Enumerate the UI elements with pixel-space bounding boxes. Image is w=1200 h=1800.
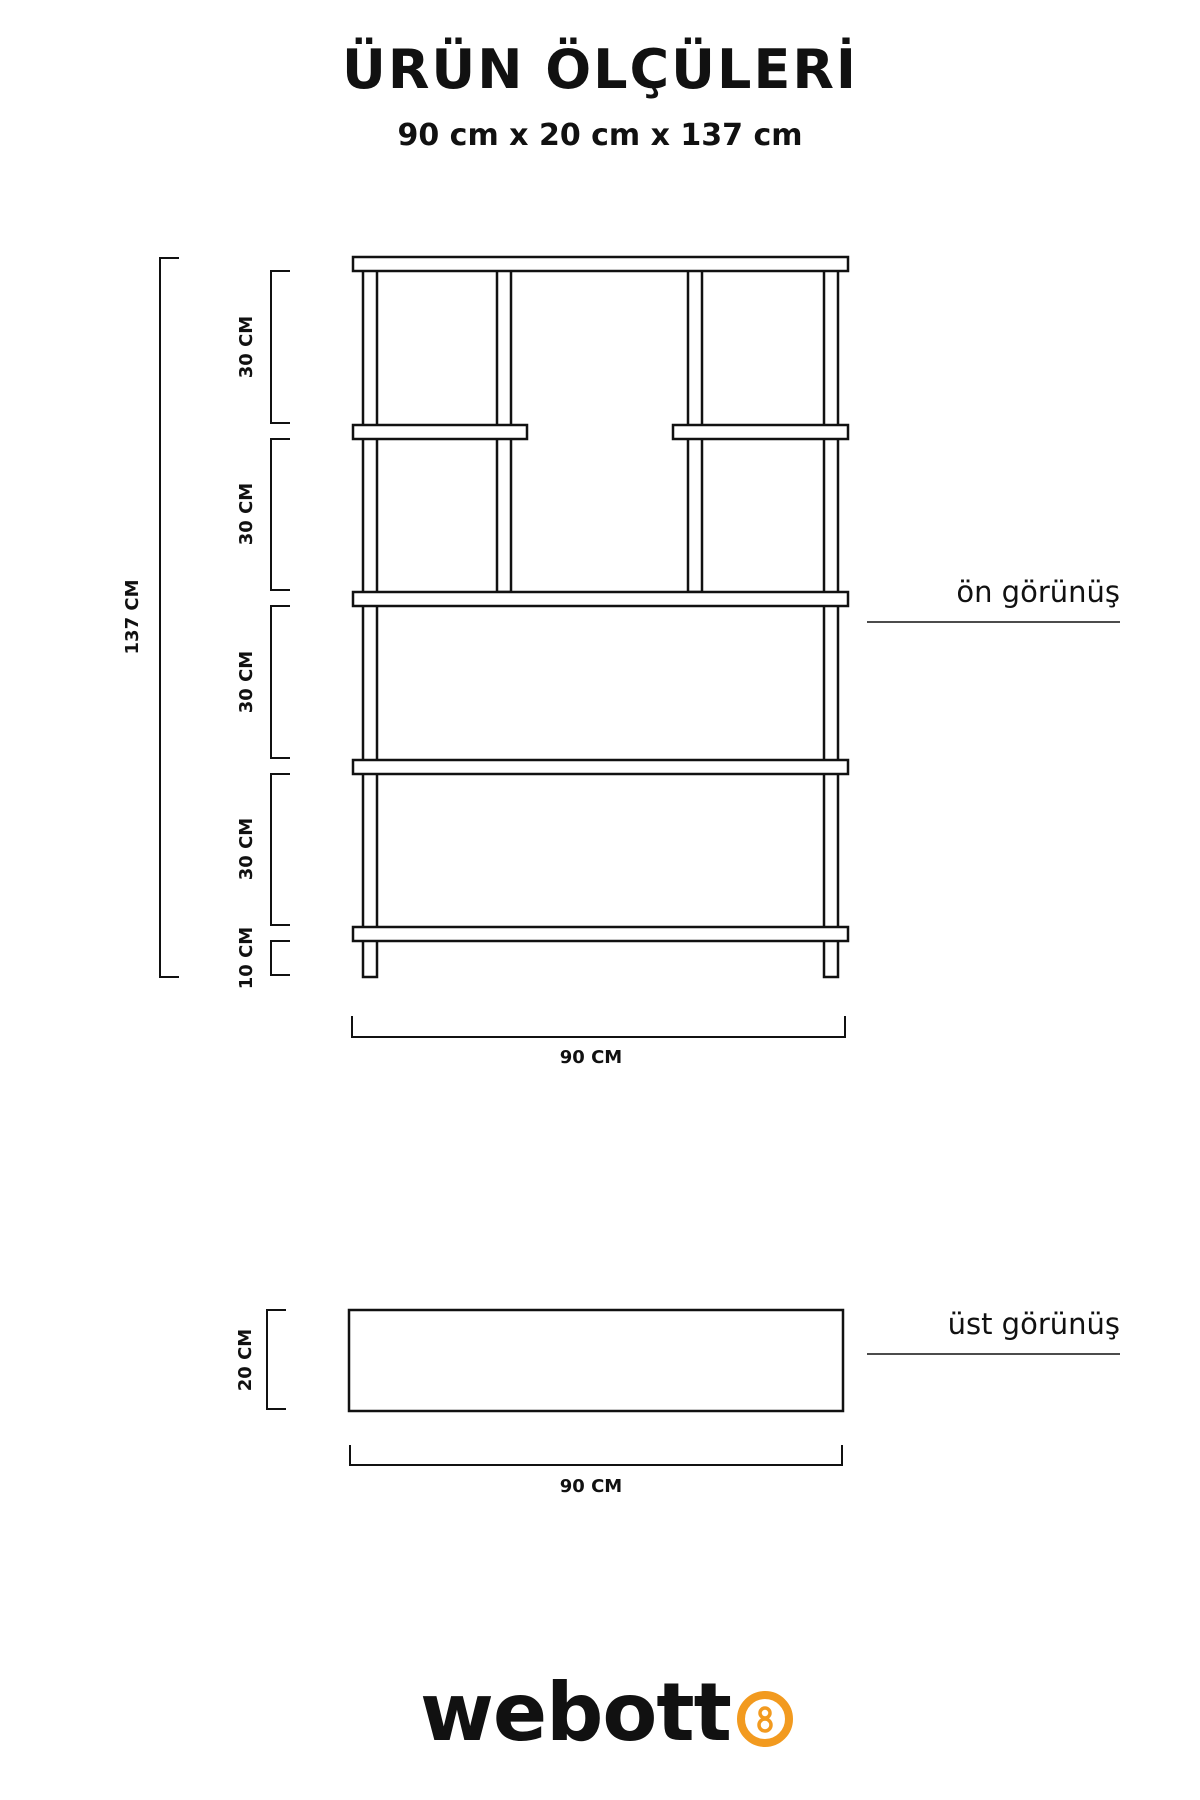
middle-board xyxy=(353,592,848,606)
left-leg xyxy=(363,270,377,977)
top-view-label: üst görünüş xyxy=(947,1307,1120,1341)
dimensions-summary: 90 cm x 20 cm x 137 cm xyxy=(397,118,803,153)
section-2-label: 30 CM xyxy=(236,482,257,546)
total-height-bracket xyxy=(160,258,179,977)
section-1-label: 30 CM xyxy=(236,315,257,379)
depth-label: 20 CM xyxy=(235,1328,256,1392)
half-board-right xyxy=(673,425,848,439)
top-board xyxy=(353,257,848,271)
section-5-label: 10 CM xyxy=(236,926,257,990)
page-title: ÜRÜN ÖLÇÜLERİ xyxy=(341,38,859,101)
brand-mark-icon xyxy=(737,1691,793,1747)
right-leg xyxy=(824,270,838,977)
lower-board xyxy=(353,760,848,774)
front-view-shelf xyxy=(353,257,848,977)
front-width-label: 90 CM xyxy=(559,1047,623,1068)
depth-bracket xyxy=(267,1310,286,1409)
total-height-label: 137 CM xyxy=(122,579,143,655)
brand-name: webott xyxy=(420,1666,731,1759)
brand-logo xyxy=(420,1668,793,1758)
section-brackets xyxy=(271,271,290,975)
top-width-bracket xyxy=(350,1445,842,1465)
front-width-bracket xyxy=(352,1016,845,1037)
section-3-label: 30 CM xyxy=(236,650,257,714)
bottom-board xyxy=(353,927,848,941)
front-view-label: ön görünüş xyxy=(956,575,1120,609)
top-width-label: 90 CM xyxy=(559,1476,623,1497)
half-board-left xyxy=(353,425,527,439)
section-4-label: 30 CM xyxy=(236,817,257,881)
top-view-outline xyxy=(349,1310,843,1411)
